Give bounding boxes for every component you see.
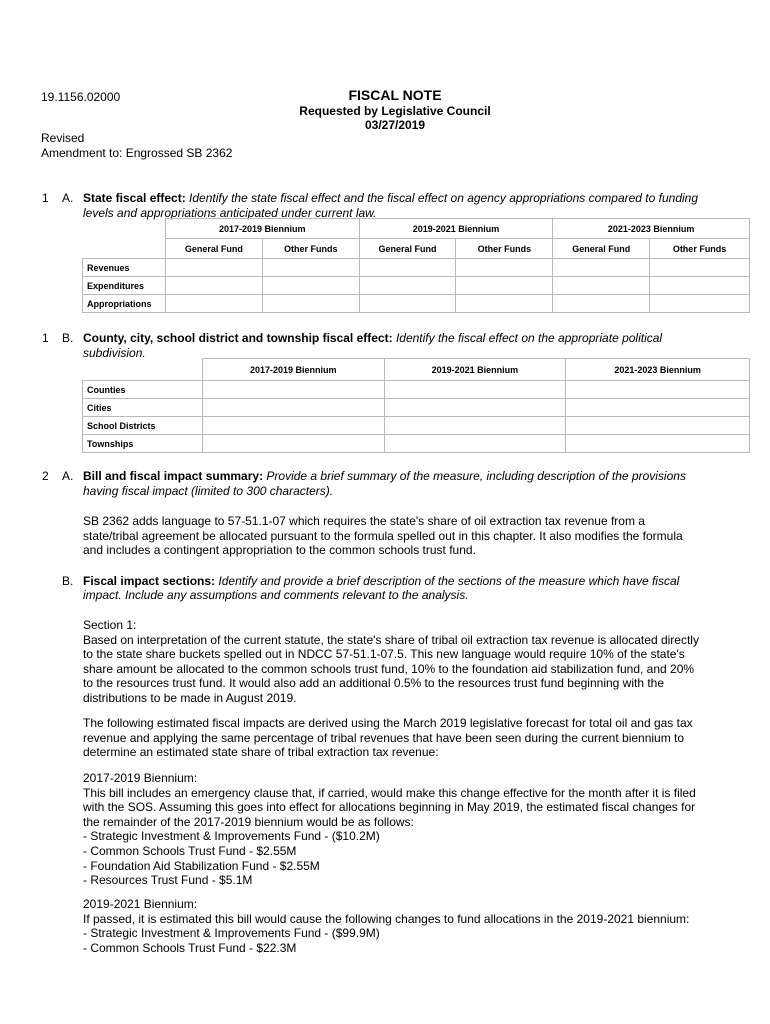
table-row-label: Appropriations [83,295,166,313]
table-header: 2021-2023 Biennium [566,359,750,381]
section-1b-heading: County, city, school district and township fiscal effect: [83,331,393,345]
section-1b-number: 1 [42,331,49,345]
section-2a-letter: A. [62,469,74,483]
section-1-analysis [83,618,750,706]
analysis-line: Based on interpretation of the current statute, the state's share of tribal oil extraction tax revenue is allocated directly [83,632,699,647]
summary-line: and includes a contingent appropriation to the common schools trust fund. [83,543,476,558]
fund-impact-item: - Strategic Investment & Improvements Fund - ($10.2M) [83,829,380,844]
table-header: 2019-2021 Biennium [359,219,553,239]
analysis-line: determine an estimated state share of tribal extraction tax revenue: [83,745,439,760]
fund-impact-item: - Foundation Aid Stabilization Fund - $2.55M [83,858,320,873]
summary-line: SB 2362 adds language to 57-51.1-07 which requires the state's share of oil extraction tax revenue from a [83,514,645,528]
section-2a-heading: Bill and fiscal impact summary: [83,469,264,483]
section-label: Section 1: [83,618,137,632]
analysis-line: If passed, it is estimated this bill would cause the following changes to fund allocations in the 2019-2021 biennium: [83,911,690,926]
forecast-paragraph [83,716,750,760]
summary-line: state/tribal agreement be allocated pursuant to the formula spelled out in this chapter. It also modifies the formula [83,528,683,543]
section-2a-instruction-2: having fiscal impact (limited to 300 characters). [83,484,334,498]
biennium-2017-2019-impacts [83,771,750,888]
section-2b-heading-line [83,574,679,588]
note-date: 03/27/2019 [364,118,426,132]
fund-impact-item: - Resources Trust Fund - $5.1M [83,873,253,888]
state-fiscal-effect-table [82,218,750,313]
requested-by: Requested by Legislative Council [299,104,491,118]
revised-label: Revised [41,131,85,145]
fund-impact-item: - Strategic Investment & Improvements Fund - ($99.9M) [83,926,380,941]
section-2a-instruction: Provide a brief summary of the measure, including description of the provisions [266,469,686,483]
table-row-label: Townships [83,435,203,453]
analysis-line: The following estimated fiscal impacts are derived using the March 2019 legislative forecast for total oil and gas tax [83,716,693,730]
analysis-line: to the state share buckets spelled out in NDCC 57-51.1-07.5. This new language would require 10% of the state's [83,647,685,662]
table-row-label: Cities [83,399,203,417]
doc-number: 19.1156.02000 [41,90,121,104]
section-1a-instruction-2: levels and appropriations anticipated under current law. [83,206,377,220]
table-subheader: Other Funds [456,239,553,259]
section-2b-letter: B. [62,574,74,588]
section-1a-heading-line [83,191,698,205]
table-subheader: General Fund [359,239,456,259]
amendment-label: Amendment to: Engrossed SB 2362 [41,146,233,160]
biennium-label: 2019-2021 Biennium: [83,897,198,911]
biennium-2019-2021-impacts [83,897,750,955]
local-fiscal-effect-table [82,358,750,453]
table-row-label: Expenditures [83,277,166,295]
section-1a-number: 1 [42,191,49,205]
table-header: 2019-2021 Biennium [384,359,566,381]
table-row-label: Counties [83,381,203,399]
page-title: FISCAL NOTE [348,87,442,103]
analysis-line: This bill includes an emergency clause that, if carried, would make this change effective for the month after it is filed [83,785,696,800]
table-row-label: Revenues [83,259,166,277]
table-subheader: General Fund [165,239,262,259]
section-1b-letter: B. [62,331,74,345]
biennium-label: 2017-2019 Biennium: [83,771,198,785]
section-1a-instruction: Identify the state fiscal effect and the fiscal effect on agency appropriations compared to funding [189,191,699,205]
analysis-line: to the resources trust fund. It would also add an additional 0.5% to the resources trust fund beginning with the [83,676,665,691]
section-1b-instruction-2: subdivision. [83,346,146,360]
section-2b-instruction: Identify and provide a brief description of the sections of the measure which have fiscal [218,574,680,588]
bill-summary [83,514,750,558]
table-row-label: School Districts [83,417,203,435]
section-1b-heading-line [83,331,662,345]
table-subheader: Other Funds [650,239,750,259]
analysis-line: distributions to be made in August 2019. [83,690,297,705]
table-subheader: General Fund [553,239,650,259]
analysis-line: share amount be allocated to the common schools trust fund, 10% to the foundation aid stabilization fund, and 20% [83,661,695,676]
table-subheader: Other Funds [262,239,359,259]
fund-impact-item: - Common Schools Trust Fund - $2.55M [83,843,297,858]
analysis-line: the remainder of the 2017-2019 biennium would be as follows: [83,814,414,829]
analysis-line: with the SOS. Assuming this goes into effect for allocations beginning in May 2019, the estimated fiscal changes for [83,800,696,815]
section-1a-letter: A. [62,191,74,205]
section-2b-heading: Fiscal impact sections: [83,574,216,588]
analysis-line: revenue and applying the same percentage of tribal revenues that have been seen during the current biennium to [83,730,685,745]
table-header: 2021-2023 Biennium [553,219,750,239]
section-2a-heading-line [83,469,686,483]
table-header: 2017-2019 Biennium [165,219,359,239]
section-1a-heading: State fiscal effect: [83,191,186,205]
table-header: 2017-2019 Biennium [202,359,384,381]
section-2a-number: 2 [42,469,49,483]
section-2b-instruction-2: impact. Include any assumptions and comments relevant to the analysis. [83,588,469,602]
fund-impact-item: - Common Schools Trust Fund - $22.3M [83,940,297,955]
section-1b-instruction: Identify the fiscal effect on the appropriate political [395,331,663,345]
